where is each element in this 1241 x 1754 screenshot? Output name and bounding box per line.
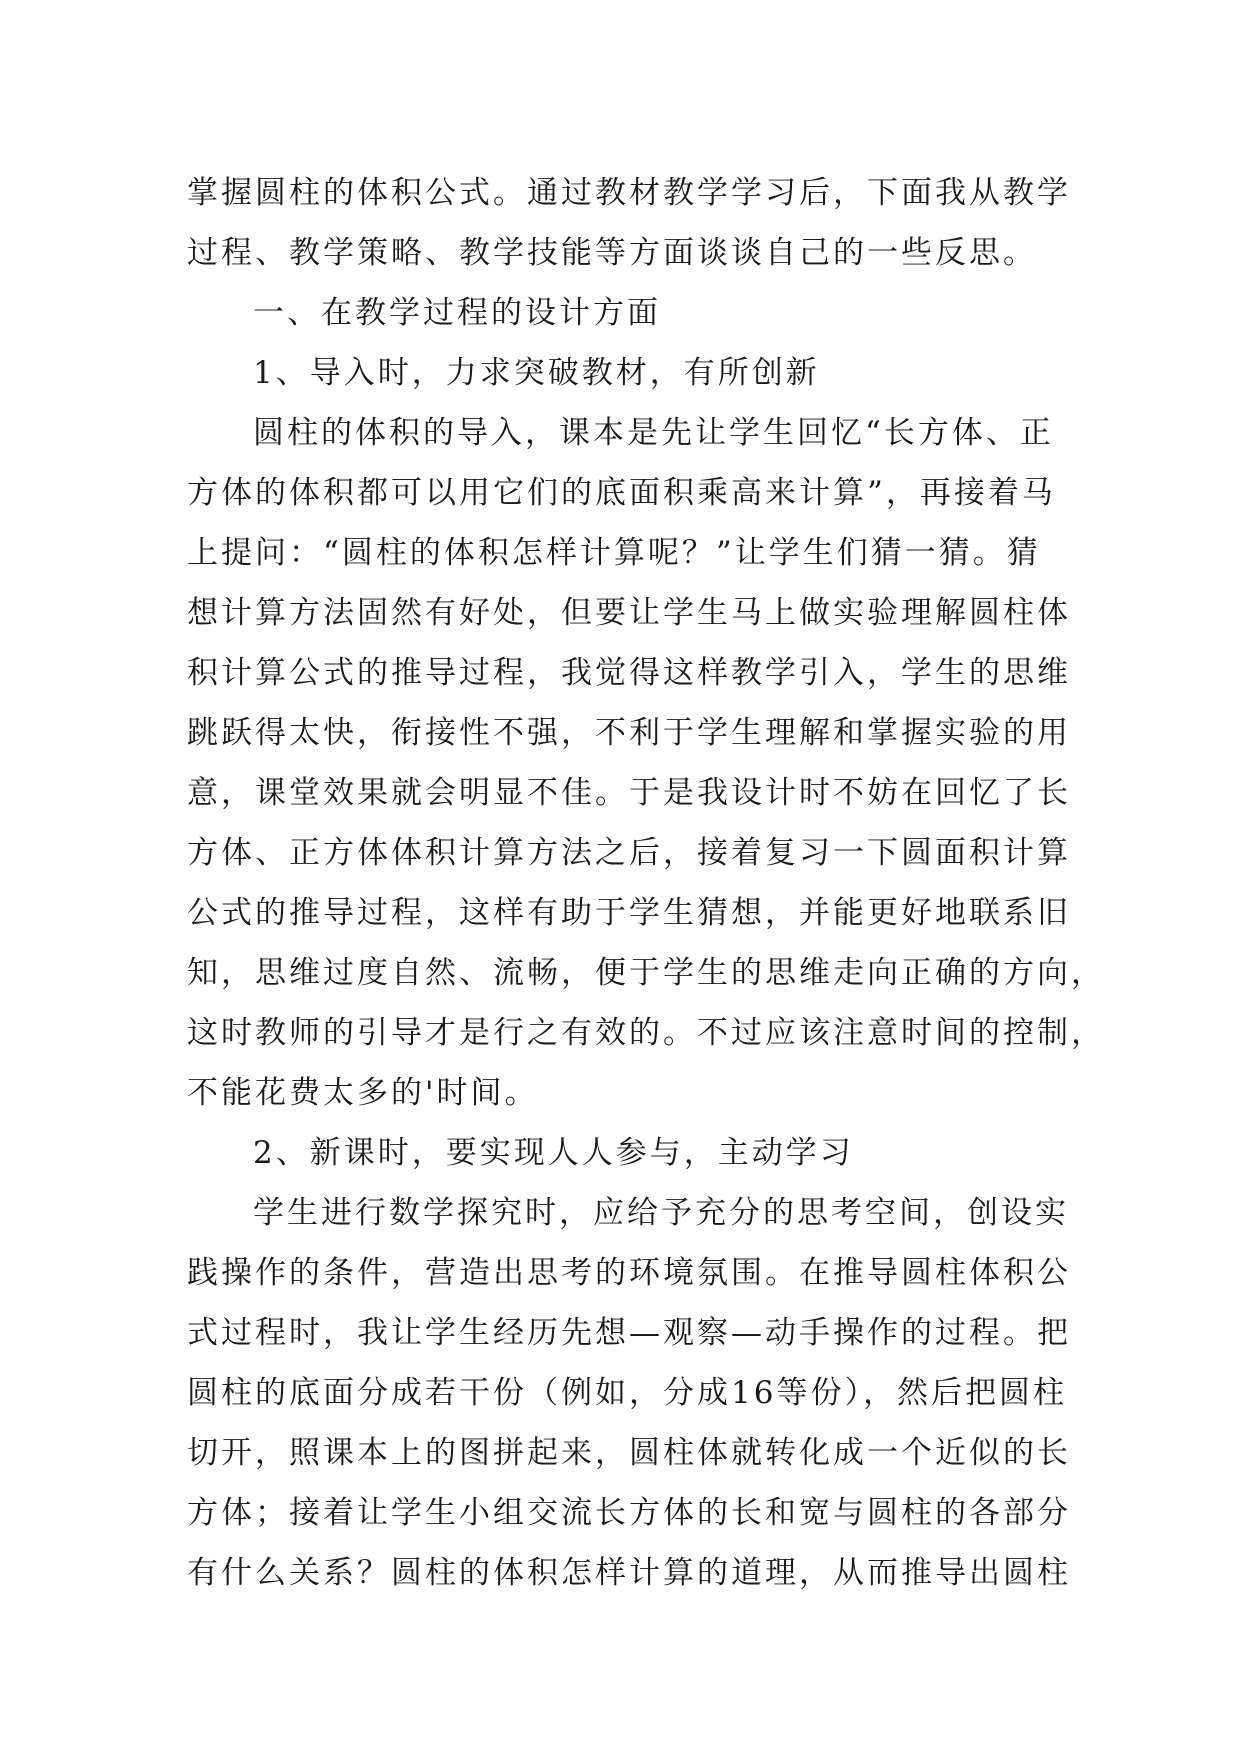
text-line: 想计算方法固然有好处，但要让学生马上做实验理解圆柱体	[187, 595, 1071, 631]
text-line: 切开，照课本上的图拼起来，圆柱体就转化成一个近似的长	[187, 1435, 1071, 1471]
text-line: 不能花费太多的'时间。	[187, 1075, 539, 1111]
text-line: 掌握圆柱的体积公式。通过教材教学学习后，下面我从教学	[187, 175, 1071, 211]
text-line: 跳跃得太快，衔接性不强，不利于学生理解和掌握实验的用	[187, 715, 1071, 751]
text-line: 圆柱的体积的导入，课本是先让学生回忆“长方体、正	[253, 415, 1054, 451]
text-line: 2、新课时，要实现人人参与，主动学习	[253, 1135, 854, 1171]
text-line: 知，思维过度自然、流畅，便于学生的思维走向正确的方向，	[187, 955, 1105, 991]
text-line: 一、在教学过程的设计方面	[253, 295, 661, 331]
text-line: 方体；接着让学生小组交流长方体的长和宽与圆柱的各部分	[187, 1495, 1071, 1531]
text-line: 方体的体积都可以用它们的底面积乘高来计算”，再接着马	[187, 475, 1056, 511]
text-line: 积计算公式的推导过程，我觉得这样教学引入，学生的思维	[187, 655, 1071, 691]
text-line: 圆柱的底面分成若干份（例如，分成16等份），然后把圆柱	[187, 1375, 1067, 1411]
document-body	[187, 163, 1105, 1603]
text-line: 过程、教学策略、教学技能等方面谈谈自己的一些反思。	[187, 235, 1037, 271]
text-line: 学生进行数学探究时，应给予充分的思考空间，创设实	[253, 1195, 1069, 1231]
text-line: 方体、正方体体积计算方法之后，接着复习一下圆面积计算	[187, 835, 1071, 871]
text-line: 意，课堂效果就会明显不佳。于是我设计时不妨在回忆了长	[187, 775, 1071, 811]
text-line: 上提问：“圆柱的体积怎样计算呢？”让学生们猜一猜。猜	[187, 535, 1041, 571]
text-line: 有什么关系？圆柱的体积怎样计算的道理，从而推导出圆柱	[187, 1555, 1071, 1591]
text-line: 这时教师的引导才是行之有效的。不过应该注意时间的控制，	[187, 1015, 1105, 1051]
text-line: 践操作的条件，营造出思考的环境氛围。在推导圆柱体积公	[187, 1255, 1071, 1291]
text-line: 公式的推导过程，这样有助于学生猜想，并能更好地联系旧	[187, 895, 1071, 931]
text-line: 式过程时，我让学生经历先想—观察—动手操作的过程。把	[187, 1315, 1071, 1351]
text-line: 1、导入时，力求突破教材，有所创新	[253, 355, 820, 391]
